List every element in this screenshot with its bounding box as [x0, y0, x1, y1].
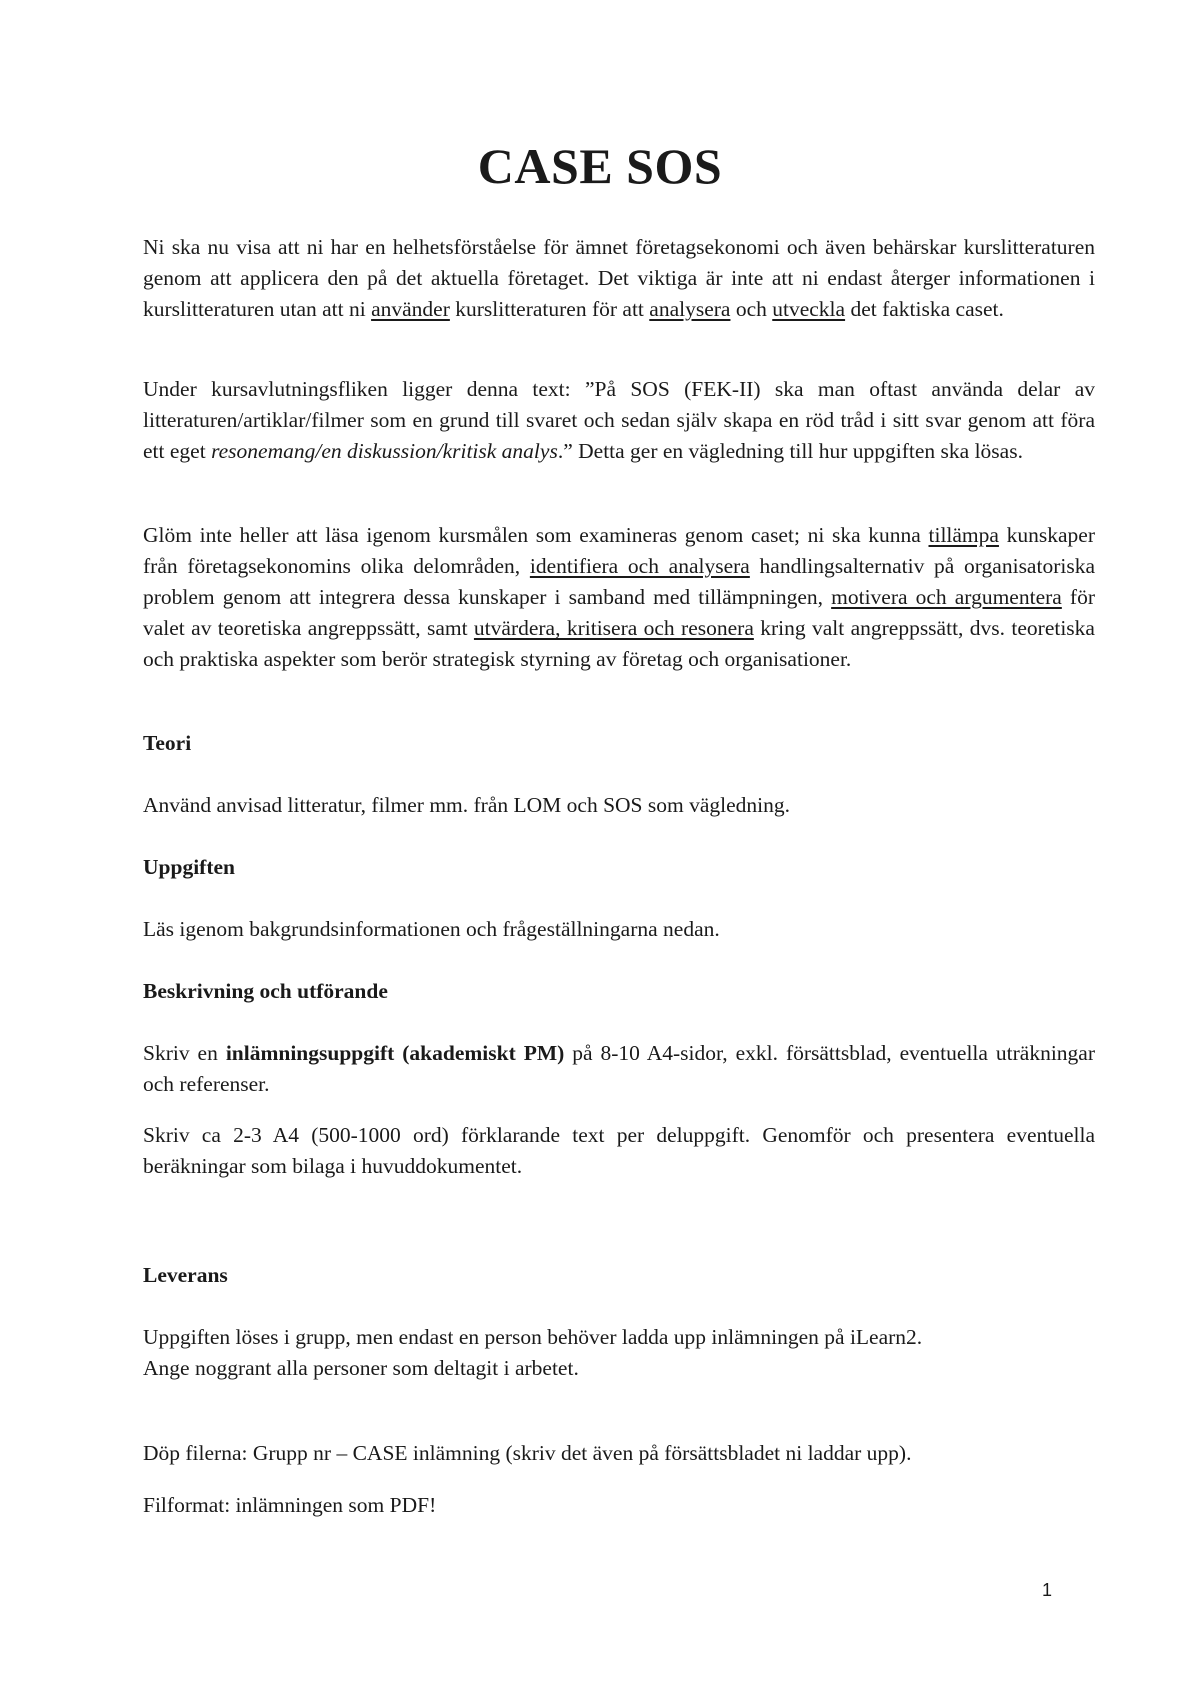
intro-underline-anvander: använder	[371, 297, 450, 321]
goals-text-3: handlingsalternativ på organisatoriska problem genom att integrera dessa kunskaper i samband med tillämpningen,	[143, 554, 1095, 609]
description-paragraph-2: Skriv ca 2-3 A4 (500-1000 ord) förklarande text per deluppgift. Genomför och presentera eventuella beräkningar som bilaga i huvuddokumentet.	[143, 1123, 1095, 1178]
goals-underline-utvardera: utvärdera, kritisera och resonera	[473, 616, 754, 640]
delivery-format: Filformat: inlämningen som PDF!	[143, 1493, 437, 1517]
intro-paragraph	[143, 232, 1095, 325]
course-text-italic: resonemang/en diskussion/kritisk analys	[211, 439, 558, 463]
goals-text-1: Glöm inte heller att läsa igenom kursmålen som examineras genom caset; ni ska kunna	[143, 523, 929, 547]
intro-text-3: och	[730, 297, 773, 321]
intro-text-4: det faktiska caset.	[845, 297, 1004, 321]
description-heading: Beskrivning och utförande	[143, 979, 388, 1003]
description-text-2: på 8-10 A4-sidor, exkl. försättsblad, eventuella uträkningar och referenser.	[143, 1041, 1096, 1096]
delivery-naming: Döp filerna: Grupp nr – CASE inlämning (skriv det även på försättsbladet ni laddar upp).	[143, 1441, 912, 1465]
delivery-line-2: Ange noggrant alla personer som deltagit i arbetet.	[143, 1356, 579, 1380]
course-text-2: .” Detta ger en vägledning till hur uppgiften ska lösas.	[557, 439, 1023, 463]
goals-text-2: kunskaper från företagsekonomins olika delområden,	[143, 523, 1095, 578]
page-number: 1	[1042, 1580, 1053, 1600]
intro-underline-utveckla: utveckla	[772, 297, 846, 321]
goals-underline-motivera: motivera och argumentera	[831, 585, 1062, 609]
task-heading: Uppgiften	[143, 855, 235, 879]
theory-text: Använd anvisad litteratur, filmer mm. från LOM och SOS som vägledning.	[143, 793, 791, 817]
description-text-1: Skriv en	[143, 1041, 226, 1065]
goals-underline-identifiera: identifiera och analysera	[529, 554, 750, 578]
goals-text-4: för valet av teoretiska angreppssätt, samt	[143, 585, 1095, 640]
task-text: Läs igenom bakgrundsinformationen och frågeställningarna nedan.	[143, 917, 720, 941]
intro-text-1: Ni ska nu visa att ni har en helhetsförståelse för ämnet företagsekonomi och även behärskar kurslitteraturen genom att applicera den på det aktuella företaget. Det viktiga är inte att ni endast återger informationen i kurslitteraturen utan att ni	[143, 235, 1095, 321]
goals-text-5: kring valt angreppssätt, dvs. teoretiska och praktiska aspekter som berör strategisk styrning av företag och organisationer.	[143, 616, 1095, 671]
intro-text-2: kurslitteraturen för att	[449, 297, 650, 321]
goals-underline-tillampa: tillämpa	[928, 523, 999, 547]
course-text-paragraph	[143, 374, 1095, 467]
document-title: CASE SOS	[477, 138, 723, 194]
delivery-line-1: Uppgiften löses i grupp, men endast en person behöver ladda upp inlämningen på iLearn2.	[143, 1325, 923, 1349]
description-bold-pm: inlämningsuppgift (akademiskt PM)	[225, 1041, 565, 1065]
intro-underline-analysera: analysera	[649, 297, 731, 321]
goals-paragraph	[143, 520, 1095, 675]
theory-heading: Teori	[143, 731, 192, 755]
delivery-heading: Leverans	[143, 1263, 228, 1287]
course-text-1: Under kursavlutningsfliken ligger denna text: ”På SOS (FEK-II) ska man oftast använda delar av litteraturen/artiklar/filmer som en grund till svaret och sedan själv skapa en röd tråd i sitt svar genom att föra ett eget	[143, 377, 1095, 463]
description-paragraph-1	[143, 1038, 1095, 1100]
